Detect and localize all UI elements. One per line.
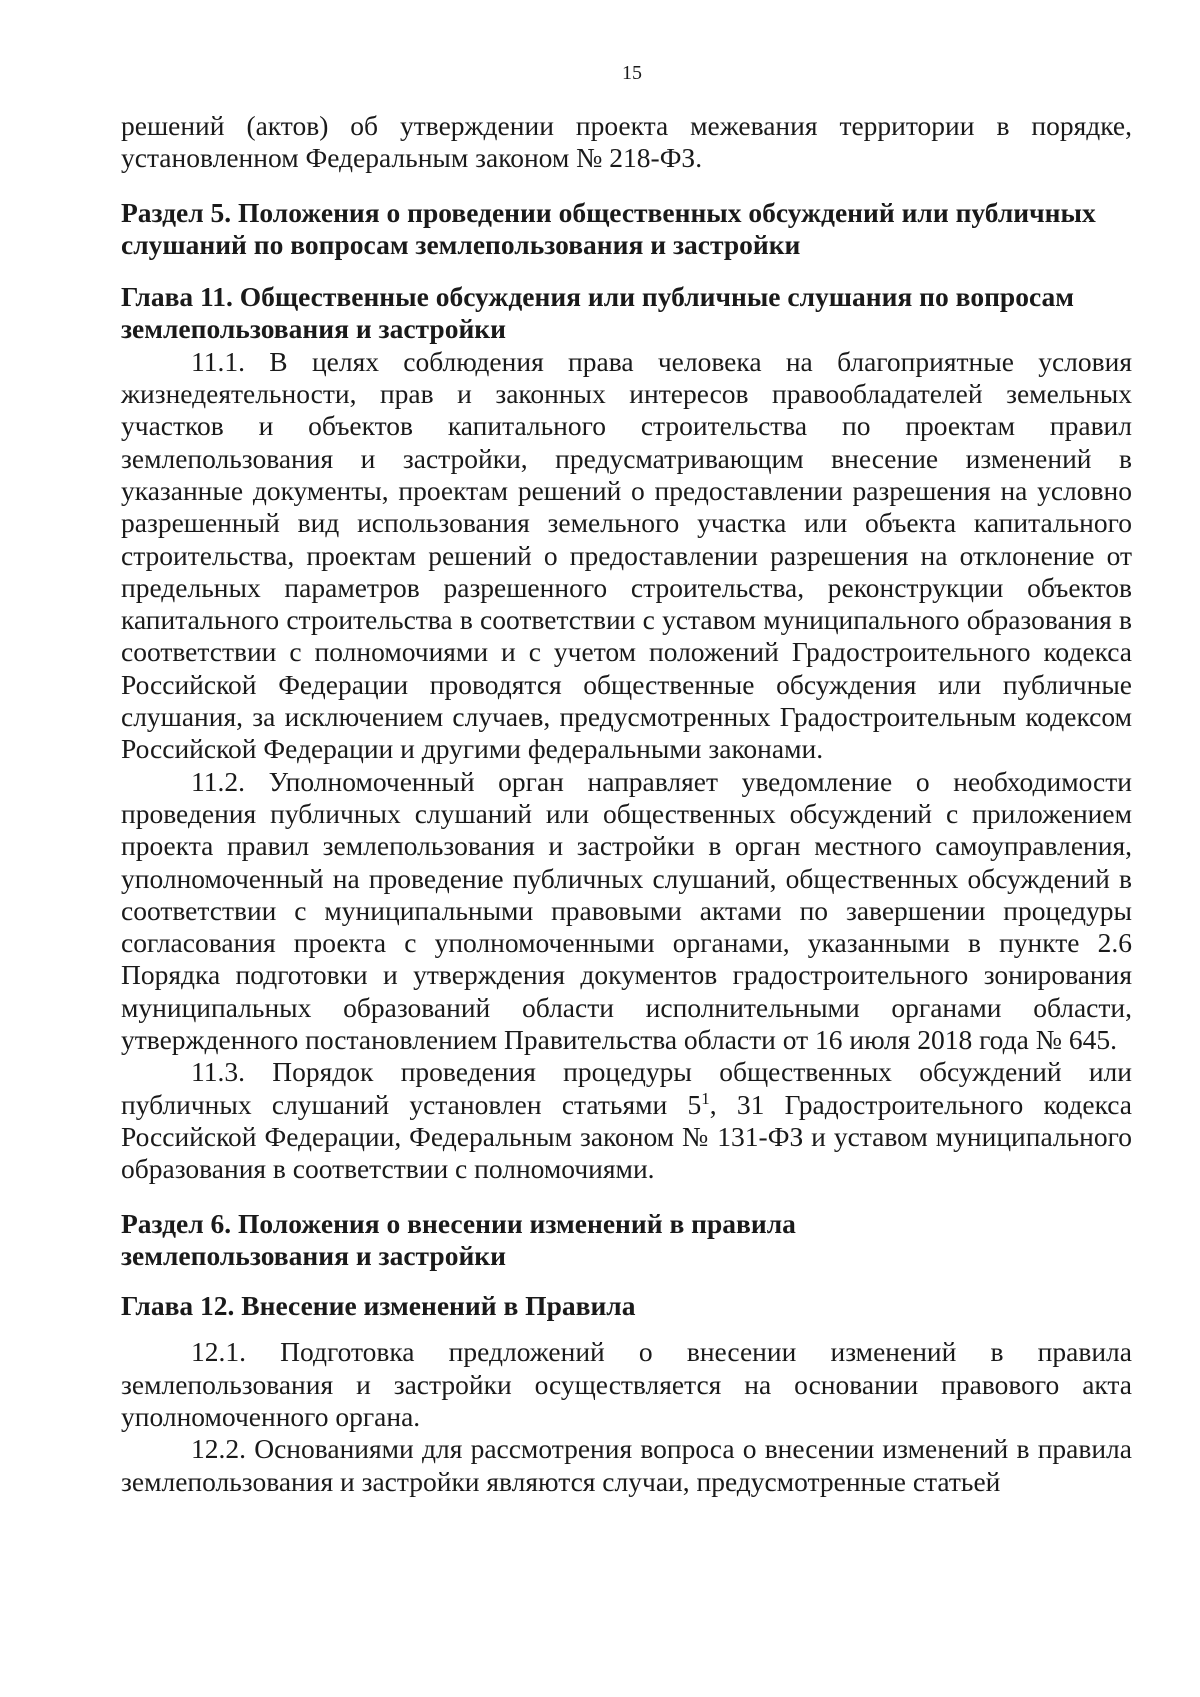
paragraph-11-3-superscript: 1	[701, 1088, 710, 1108]
paragraph-11-3-text-end: , 31 Градостроительного кодекса Российской Федерации, Федеральным законом № 131-ФЗ и уставом муниципального образования в соответствии с полномочиями.	[121, 1088, 1133, 1185]
document-body	[121, 110, 1132, 1498]
section-5-title-line-1: Раздел 5. Положения о проведении общественных обсуждений или публичных	[121, 196, 1096, 228]
paragraph-12-1: 12.1. Подготовка предложений о внесении изменений в правила землепользования и застройки осуществляется на основании правового акта уполномоченного органа.	[121, 1336, 1132, 1432]
paragraph-11-1: 11.1. В целях соблюдения права человека на благоприятные условия жизнедеятельности, прав и законных интересов правообладателей земельных участков и объектов капитального строительства по проектам правил землепользования и застройки, предусматривающим внесение изменений в указанные документы, проектам решений о предоставлении разрешения на условно разрешенный вид использования земельного участка или объекта капитального строительства, проектам решений о предоставлении разрешения на отклонение от предельных параметров разрешенного строительства, реконструкции объектов капитального строительства в соответствии с уставом муниципального образования в соответствии с полномочиями и с учетом положений Градостроительного кодекса Российской Федерации проводятся общественные обсуждения или публичные слушания, за исключением случаев, предусмотренных Градостроительным кодексом Российской Федерации и другими федеральными законами.	[121, 345, 1132, 765]
section-6-heading	[121, 1208, 1132, 1273]
section-6-title-line-2: землепользования и застройки	[121, 1239, 506, 1271]
paragraph-11-2: 11.2. Уполномоченный орган направляет уведомление о необходимости проведения публичных слушаний или общественных обсуждений с приложением проекта правил землепользования и застройки в орган местного самоуправления, уполномоченный на проведение публичных слушаний, общественных обсуждений в соответствии с муниципальными правовыми актами по завершении процедуры согласования проекта с уполномоченными органами, указанными в пункте 2.6 Порядка подготовки и утверждения документов градостроительного зонирования муниципальных образований области исполнительными органами области, утвержденного постановлением Правительства области от 16 июля 2018 года № 645.	[121, 765, 1132, 1056]
paragraph-11-3-text-start: 11.3. Порядок проведения процедуры общественных обсуждений или публичных слушаний установлен статьями 5	[121, 1056, 1132, 1120]
section-6-title-line-1: Раздел 6. Положения о внесении изменений в правила	[121, 1207, 796, 1239]
section-5-title-line-2: слушаний по вопросам землепользования и застройки	[121, 228, 801, 260]
paragraph-12-2: 12.2. Основаниями для рассмотрения вопроса о внесении изменений в правила землепользования и застройки являются случаи, предусмотренные статьей	[121, 1433, 1132, 1497]
chapter-11-title-line-1: Глава 11. Общественные обсуждения или публичные слушания по вопросам	[121, 281, 1074, 313]
page-number: 15	[622, 62, 642, 84]
section-5-heading	[121, 197, 1132, 262]
chapter-12-title: Глава 12. Внесение изменений в Правила	[121, 1290, 636, 1322]
chapter-11-heading	[121, 281, 1132, 346]
chapter-11-title-line-2: землепользования и застройки	[121, 313, 506, 345]
paragraph-11-3	[121, 1056, 1132, 1185]
intro-paragraph: решений (актов) об утверждении проекта межевания территории в порядке, установленном Федеральным законом № 218-ФЗ.	[121, 110, 1132, 174]
